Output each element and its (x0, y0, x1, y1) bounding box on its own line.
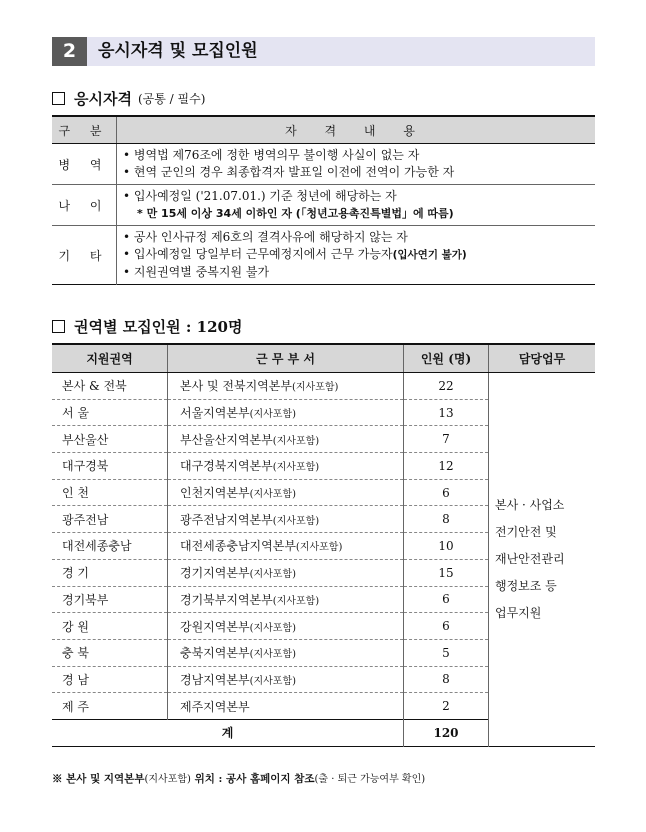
section-number: 2 (52, 37, 87, 66)
count-cell: 6 (404, 613, 489, 640)
table-row (52, 185, 595, 226)
count-cell: 2 (404, 693, 489, 720)
region-cell: 부산울산 (52, 426, 168, 453)
duty-line: 본사 · 사업소 (495, 497, 565, 512)
count-cell: 6 (404, 586, 489, 613)
count-cell: 5 (404, 639, 489, 666)
qualification-title: 응시자격 (74, 90, 132, 108)
region-cell: 대구경북 (52, 453, 168, 480)
content-line: • 입사예정일 당일부터 근무예정지에서 근무 가능자 (123, 247, 393, 261)
content-line: • 지원권역별 중복지원 불가 (123, 265, 270, 279)
row-category: 기 타 (52, 226, 117, 285)
dept-cell (168, 506, 404, 533)
dept-cell (168, 533, 404, 560)
count-cell: 22 (404, 373, 489, 400)
table-row (52, 373, 595, 400)
dept-cell (168, 479, 404, 506)
dept-cell (168, 399, 404, 426)
footnote-location: 위치 : 공사 홈페이지 참조 (190, 773, 315, 785)
region-cell: 경기북부 (52, 586, 168, 613)
footnote-tail: (출 · 퇴근 가능여부 확인) (314, 774, 426, 785)
col-category: 구 분 (52, 116, 117, 144)
dept-sub: (지사포함) (249, 569, 297, 581)
dept-cell (168, 639, 404, 666)
col-region: 지원권역 (52, 344, 168, 373)
content-line: • 현역 군인의 경우 최종합격자 발표일 이전에 전역이 가능한 자 (123, 165, 455, 179)
dept-name: 광주전남지역본부 (180, 512, 273, 527)
region-cell: 강 원 (52, 613, 168, 640)
content-note: * 만 15세 이상 34세 이하인 자 (「청년고용촉진특별법」에 따름) (137, 207, 454, 220)
duty-line: 행정보조 등 (495, 578, 557, 593)
checkbox-square-icon (52, 320, 65, 333)
col-duty: 담당업무 (489, 344, 596, 373)
footnote-sub: (지사포함) (144, 774, 191, 785)
dept-sub: (지사포함) (272, 595, 320, 607)
dept-name: 경기북부지역본부 (180, 592, 273, 607)
recruit-heading (52, 316, 242, 337)
dept-name: 부산울산지역본부 (180, 432, 273, 447)
region-cell: 본사 & 전북 (52, 373, 168, 400)
dept-cell (168, 693, 404, 720)
footnote-bold: ※ 본사 및 지역본부 (52, 773, 145, 785)
qualification-note: (공통 / 필수) (137, 92, 206, 106)
table-row (52, 144, 595, 185)
row-category: 병 역 (52, 144, 117, 185)
count-cell: 6 (404, 479, 489, 506)
content-suffix: (입사연기 불가) (392, 249, 467, 261)
footnote (52, 770, 425, 786)
dept-name: 대전세종충남지역본부 (180, 539, 296, 554)
region-cell: 광주전남 (52, 506, 168, 533)
dept-name: 경남지역본부 (180, 672, 250, 687)
qualification-table (52, 115, 595, 285)
dept-sub: (지사포함) (291, 382, 339, 394)
dept-sub: (지사포함) (249, 649, 297, 661)
dept-sub: (지사포함) (272, 435, 320, 447)
dept-sub: (지사포함) (249, 489, 297, 501)
dept-cell (168, 426, 404, 453)
region-cell: 충 북 (52, 639, 168, 666)
dept-cell (168, 373, 404, 400)
dept-name: 제주지역본부 (180, 699, 250, 714)
dept-sub: (지사포함) (272, 515, 320, 527)
dept-sub: (지사포함) (272, 462, 320, 474)
count-cell: 8 (404, 666, 489, 693)
col-dept: 근 무 부 서 (168, 344, 404, 373)
count-cell: 12 (404, 453, 489, 480)
region-cell: 서 울 (52, 399, 168, 426)
region-cell: 대전세종충남 (52, 533, 168, 560)
dept-name: 본사 및 전북지역본부 (180, 379, 292, 394)
recruit-title: 권역별 모집인원 : 120명 (74, 318, 243, 336)
dept-sub: (지사포함) (249, 409, 297, 421)
checkbox-square-icon (52, 92, 65, 105)
dept-name: 인천지역본부 (180, 486, 250, 501)
region-cell: 제 주 (52, 693, 168, 720)
dept-cell (168, 453, 404, 480)
content-line: • 병역법 제76조에 정한 병역의무 불이행 사실이 없는 자 (123, 148, 420, 162)
col-count: 인원 (명) (404, 344, 489, 373)
row-category: 나 이 (52, 185, 117, 226)
dept-cell (168, 559, 404, 586)
dept-sub: (지사포함) (295, 542, 343, 554)
recruit-table (52, 343, 595, 747)
content-line: • 입사예정일 ('21.07.01.) 기준 청년에 해당하는 자 (123, 189, 397, 203)
count-cell: 10 (404, 533, 489, 560)
duty-line: 재난안전관리 (495, 551, 565, 566)
dept-cell (168, 666, 404, 693)
dept-name: 대구경북지역본부 (180, 459, 273, 474)
region-cell: 경 기 (52, 559, 168, 586)
dept-name: 서울지역본부 (180, 406, 250, 421)
dept-sub: (지사포함) (249, 675, 297, 687)
duty-cell (489, 373, 596, 747)
dept-name: 강원지역본부 (180, 619, 250, 634)
dept-sub: (지사포함) (249, 622, 297, 634)
dept-cell (168, 586, 404, 613)
section-title: 응시자격 및 모집인원 (98, 41, 258, 61)
duty-line: 업무지원 (495, 605, 542, 620)
qualification-heading (52, 88, 205, 109)
dept-name: 충북지역본부 (180, 646, 250, 661)
count-cell: 13 (404, 399, 489, 426)
content-line: • 공사 인사규정 제6호의 결격사유에 해당하지 않는 자 (123, 230, 408, 244)
dept-cell (168, 613, 404, 640)
region-cell: 인 천 (52, 479, 168, 506)
count-cell: 15 (404, 559, 489, 586)
dept-name: 경기지역본부 (180, 566, 250, 581)
count-cell: 7 (404, 426, 489, 453)
region-cell: 경 남 (52, 666, 168, 693)
total-value: 120 (404, 719, 489, 746)
table-row (52, 226, 595, 285)
col-content: 자 격 내 용 (117, 116, 596, 144)
total-label: 계 (52, 719, 404, 746)
count-cell: 8 (404, 506, 489, 533)
duty-line: 전기안전 및 (495, 524, 557, 539)
